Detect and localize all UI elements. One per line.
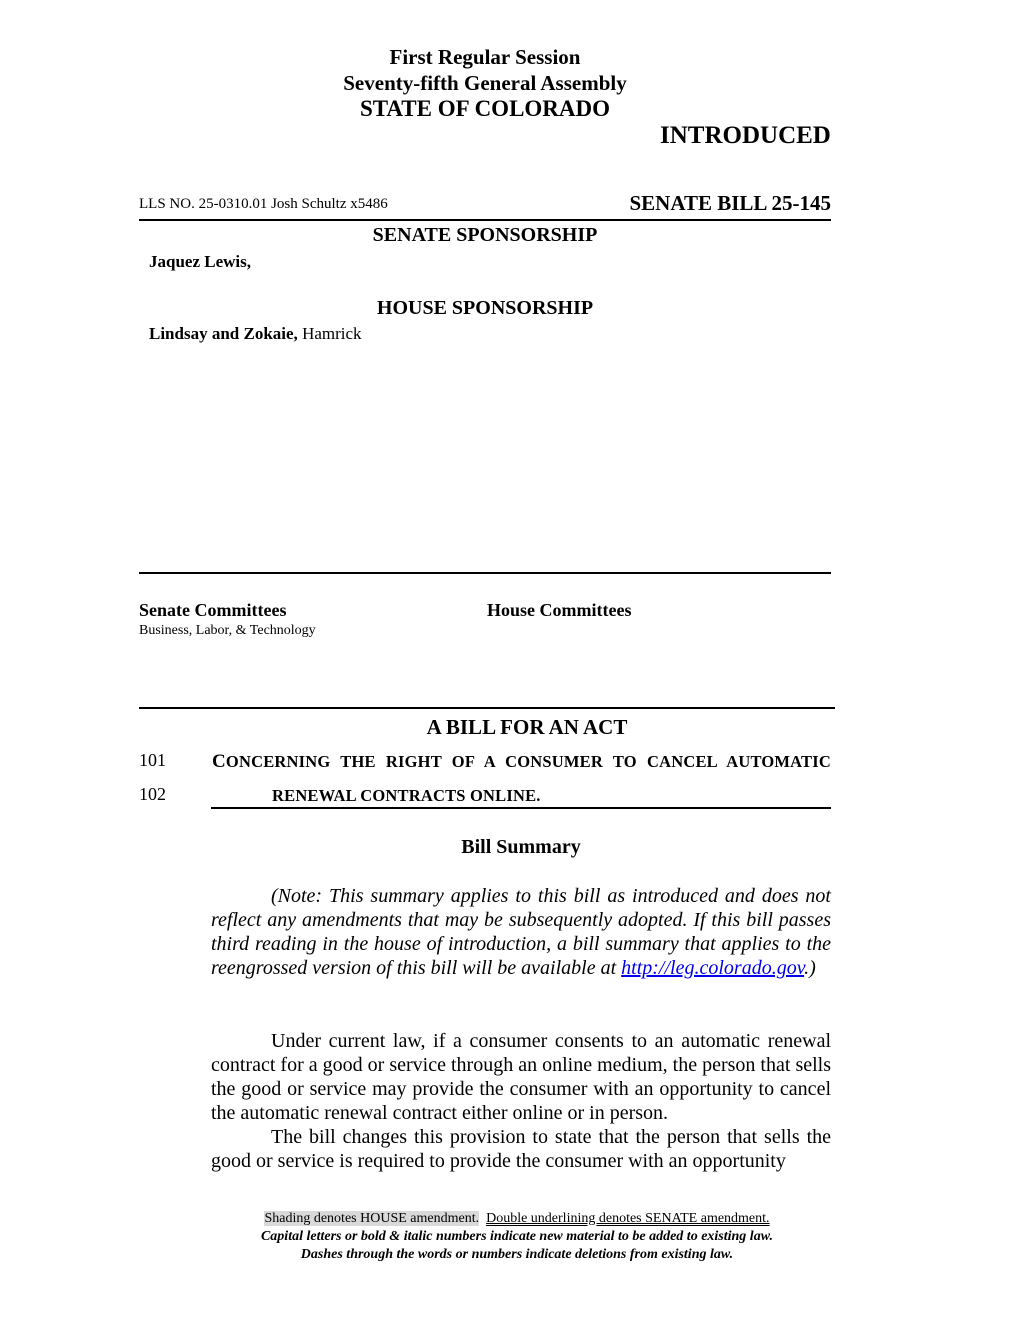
house-sponsors-secondary: Hamrick xyxy=(302,324,362,343)
house-committees-heading: House Committees xyxy=(487,600,632,620)
senate-amendment-legend: Double underlining denotes SENATE amendment. xyxy=(486,1211,770,1226)
senate-sponsors: Jaquez Lewis, xyxy=(149,252,251,271)
line-number: 101 xyxy=(139,750,166,770)
house-sponsors-primary: Lindsay and Zokaie, xyxy=(149,324,298,343)
note-text: (Note: This summary applies to this bill as introduced and does not reflect any amendments that may be subsequently adopted. If this bill passes third reading in the house of introduction, a bill summary that applies to the reengrossed version of this bill will be available at xyxy=(211,885,831,979)
new-material-legend: Capital letters or bold & italic numbers indicate new material to be added to existing law. xyxy=(260,1229,774,1244)
session-title: First Regular Session xyxy=(389,45,581,69)
summary-paragraph: Under current law, if a consumer consents to an automatic renewal contract for a good or service through an online medium, the person that sells the good or service may provide the consumer with an opportunity to cancel the automatic renewal contract either online or in person. xyxy=(211,1030,831,1124)
senate-sponsorship-heading: SENATE SPONSORSHIP xyxy=(372,224,598,246)
legislature-link[interactable]: http://leg.colorado.gov xyxy=(621,957,805,979)
header-rule xyxy=(139,219,831,221)
act-heading: A BILL FOR AN ACT xyxy=(426,715,628,739)
amendment-legend xyxy=(0,1211,1024,1227)
bill-status: INTRODUCED xyxy=(660,122,831,149)
house-sponsorship-heading: HOUSE SPONSORSHIP xyxy=(376,297,594,319)
lls-number: LLS NO. 25-0310.01 Josh Schultz x5486 xyxy=(139,196,388,212)
bill-number: SENATE BILL 25-145 xyxy=(629,191,831,215)
house-sponsors xyxy=(149,324,362,344)
committees-top-rule xyxy=(139,572,831,574)
note-end: .) xyxy=(804,957,816,979)
committees-bottom-rule xyxy=(139,707,835,709)
act-title-line: RENEWAL CONTRACTS ONLINE. xyxy=(272,786,541,805)
senate-committees-heading: Senate Committees xyxy=(139,600,287,620)
title-rule xyxy=(211,807,831,809)
house-amendment-legend: Shading denotes HOUSE amendment. xyxy=(264,1211,480,1226)
act-title-initial: C xyxy=(212,751,226,772)
act-title-text: ONCERNING THE RIGHT OF A CONSUMER TO CANCEL AUTOMATIC xyxy=(225,752,831,771)
deletion-legend: Dashes through the words or numbers indicate deletions from existing law. xyxy=(300,1247,734,1262)
act-title-line xyxy=(212,751,831,773)
state-title: STATE OF COLORADO xyxy=(359,96,611,121)
summary-paragraph: The bill changes this provision to state that the person that sells the good or service is required to provide the consumer with an opportunity xyxy=(211,1126,831,1172)
line-number: 102 xyxy=(139,784,166,804)
senate-committees-list: Business, Labor, & Technology xyxy=(139,623,316,638)
summary-note xyxy=(211,884,831,980)
assembly-title: Seventy-fifth General Assembly xyxy=(343,71,627,95)
summary-heading: Bill Summary xyxy=(461,836,581,858)
